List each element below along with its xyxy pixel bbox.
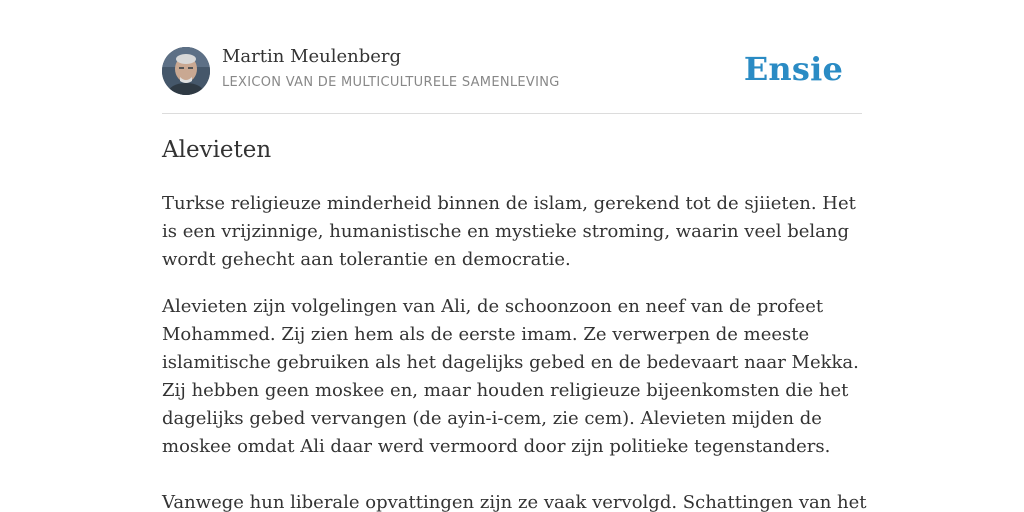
article-title: Alevieten — [162, 137, 272, 163]
page-container — [162, 0, 867, 512]
article-paragraph: Alevieten zijn volgelingen van Ali, de schoonzoon en neef van de profeet Mohammed. Zij zien hem als de eerste imam. Ze verwerpen de meeste islamitische gebruiken als het dagelijks gebed en de bedevaart naar Mekka. Zij hebben geen moskee en, maar houden religieuze bijeenkomsten die het dagelijks gebed vervangen (de ayin-i-cem, zie cem). Alevieten mijden de moskee omdat Ali daar werd vermoord door zijn politieke tegenstanders. — [162, 296, 859, 457]
article-paragraph: Vanwege hun liberale opvattingen zijn ze vaak vervolgd. Schattingen van het — [162, 492, 867, 512]
author-name[interactable]: Martin Meulenberg — [222, 46, 402, 67]
article-paragraph: Turkse religieuze minderheid binnen de islam, gerekend tot de sjiieten. Het is een vrijzinnige, humanistische en mystieke stroming, waarin veel belang wordt gehecht aan tolerantie en democratie. — [162, 193, 856, 270]
brand-logo[interactable]: Ensie — [743, 50, 843, 88]
collection-name[interactable]: LEXICON VAN DE MULTICULTURELE SAMENLEVING — [222, 75, 560, 90]
author-avatar[interactable] — [162, 47, 210, 95]
header — [162, 0, 862, 114]
avatar-photo-icon — [162, 47, 210, 95]
